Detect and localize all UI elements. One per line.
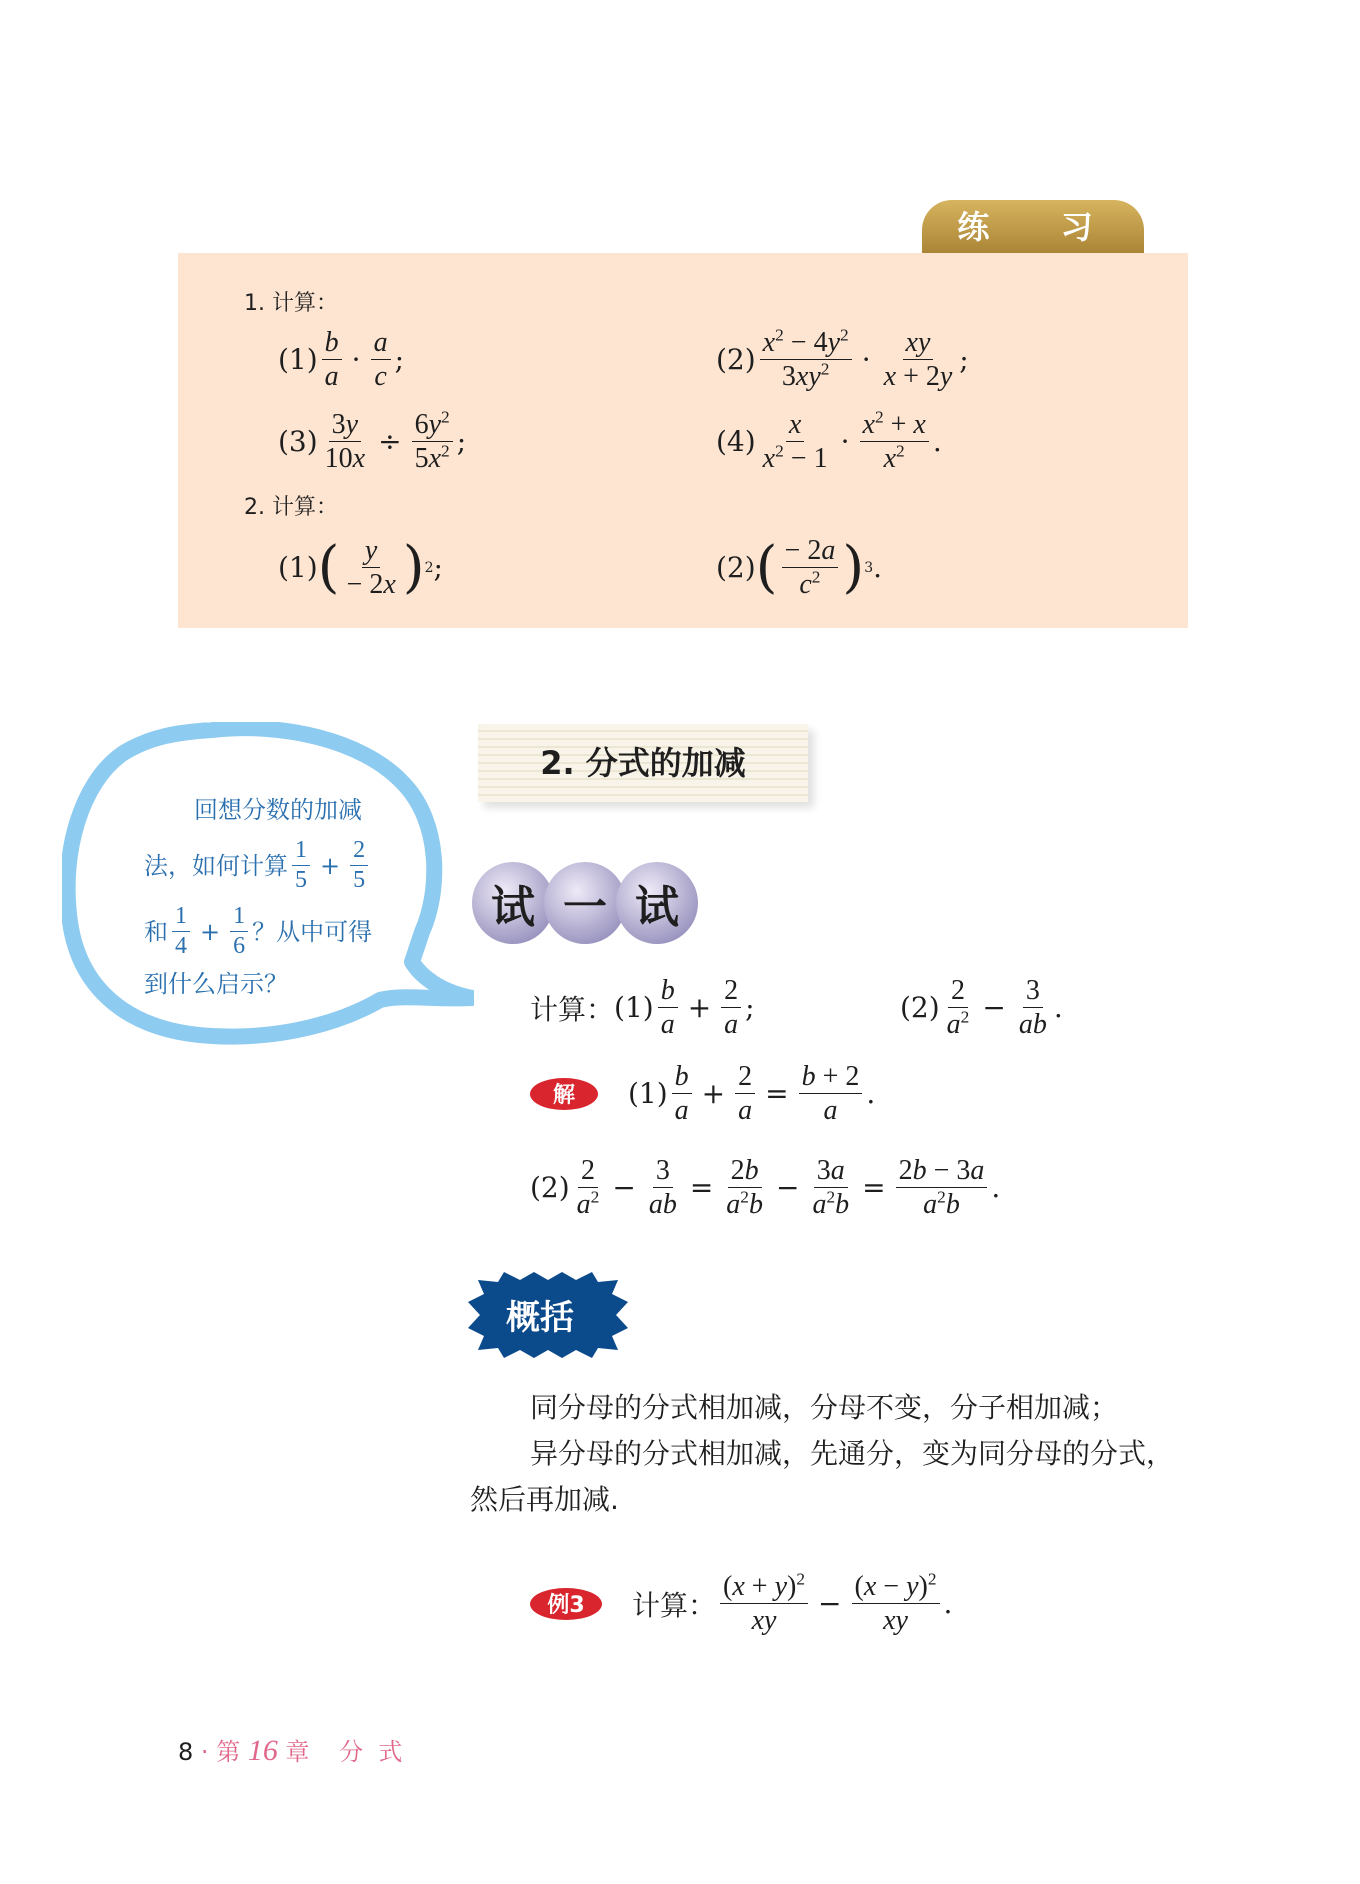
item-number: (3) — [278, 425, 318, 459]
example-badge: 例3 — [530, 1588, 602, 1620]
summary-line-1: 同分母的分式相加减，分母不变，分子相加减； — [530, 1391, 1119, 1424]
item-number: (2) — [530, 1171, 570, 1205]
practice-q1-2: (2) $\frac{x^2 - 4y^2}{3xy^2}$ · $\frac{xy}{x + 2y}$ ; — [716, 325, 969, 393]
practice-q1-1: (1) $\frac{b}{a}$ · $\frac{a}{c}$ ; — [278, 327, 405, 393]
practice-tab: 练 习 — [922, 200, 1144, 254]
try-char: 一 — [544, 862, 626, 944]
summary-line-3: 然后再加减. — [470, 1483, 619, 1516]
chapter-suffix: 章 — [285, 1738, 310, 1766]
bubble-line-2-text: 法，如何计算 — [144, 851, 288, 880]
solution-2: (2) $\frac{2}{a^2}$ − $\frac{3}{ab}$ = $\frac{2b}{a^2b}$ − $\frac{3a}{a^2b}$ = $\frac{2b - 3a}{a^2b}$ . — [530, 1155, 1001, 1221]
practice-q1-label: 1. 计算： — [244, 291, 338, 316]
solution-badge: 解 — [530, 1078, 598, 1110]
item-number: (4) — [716, 425, 756, 459]
try-char: 试 — [472, 862, 554, 944]
practice-q1-3: (3) $\frac{3y}{10x}$ ÷ $\frac{6y^2}{5x^2}$ ; — [278, 407, 467, 475]
try-it-badge — [472, 862, 688, 944]
example-3: 例3 计算： $\frac{(x + y)^2}{xy}$ − $\frac{(x - y)^2}{xy}$ . — [530, 1572, 952, 1636]
bubble-line-2: 法，如何计算 $\frac{1}{5}$ + $\frac{2}{5}$ — [144, 838, 372, 893]
item-number: (2) — [716, 343, 756, 377]
example-prompt: 计算： — [632, 1588, 717, 1622]
item-number: (2) — [900, 991, 940, 1025]
item-number: (1) — [614, 991, 654, 1025]
practice-q1-4: (4) $\frac{x}{x^2 - 1}$ · $\frac{x^2 + x}{x^2}$ . — [716, 407, 942, 475]
section-title: 2. 分式的加减 — [478, 724, 808, 802]
item-number: (1) — [278, 551, 318, 585]
summary-line-2: 异分母的分式相加减，先通分，变为同分母的分式， — [530, 1437, 1175, 1470]
page-footer — [178, 1732, 402, 1768]
bubble-line-1: 回想分数的加减 — [194, 796, 362, 824]
bubble-line-3: 和 $\frac{1}{4}$ + $\frac{1}{6}$ ？从中可得 — [144, 903, 373, 960]
practice-q2-label: 2. 计算： — [244, 495, 338, 520]
try-problem-2: (2) $\frac{2}{a^2}$ − $\frac{3}{ab}$ . — [900, 975, 1063, 1041]
item-number: (1) — [278, 343, 318, 377]
try-problem-1: 计算： (1) $\frac{b}{a}$ + $\frac{2}{a}$ ; — [530, 975, 755, 1041]
chapter-number: 16 — [247, 1734, 278, 1767]
chapter-prefix: 第 — [216, 1738, 241, 1766]
summary-badge: 概括 — [506, 1298, 574, 1338]
solution-1: 解 (1) $\frac{b}{a}$ + $\frac{2}{a}$ = $\frac{b + 2}{a}$ . — [530, 1062, 875, 1126]
chapter-title: 分 式 — [339, 1738, 403, 1766]
bubble-line-3-prefix: 和 — [144, 917, 168, 946]
item-number: (1) — [628, 1077, 668, 1111]
bubble-line-4: 到什么启示？ — [144, 970, 288, 998]
item-number: (2) — [716, 551, 756, 585]
try-prompt: 计算： — [530, 992, 615, 1026]
practice-q2-1: (1) ( $\frac{y}{- 2x}$ ) 2 ; — [278, 534, 443, 601]
footer-separator: · — [200, 1738, 209, 1766]
practice-q2-2: (2) ( $\frac{- 2a}{c^2}$ ) 3 . — [716, 534, 883, 601]
page-number: 8 — [178, 1738, 194, 1766]
try-char: 试 — [616, 862, 698, 944]
bubble-line-3-suffix: ？从中可得 — [252, 917, 373, 946]
